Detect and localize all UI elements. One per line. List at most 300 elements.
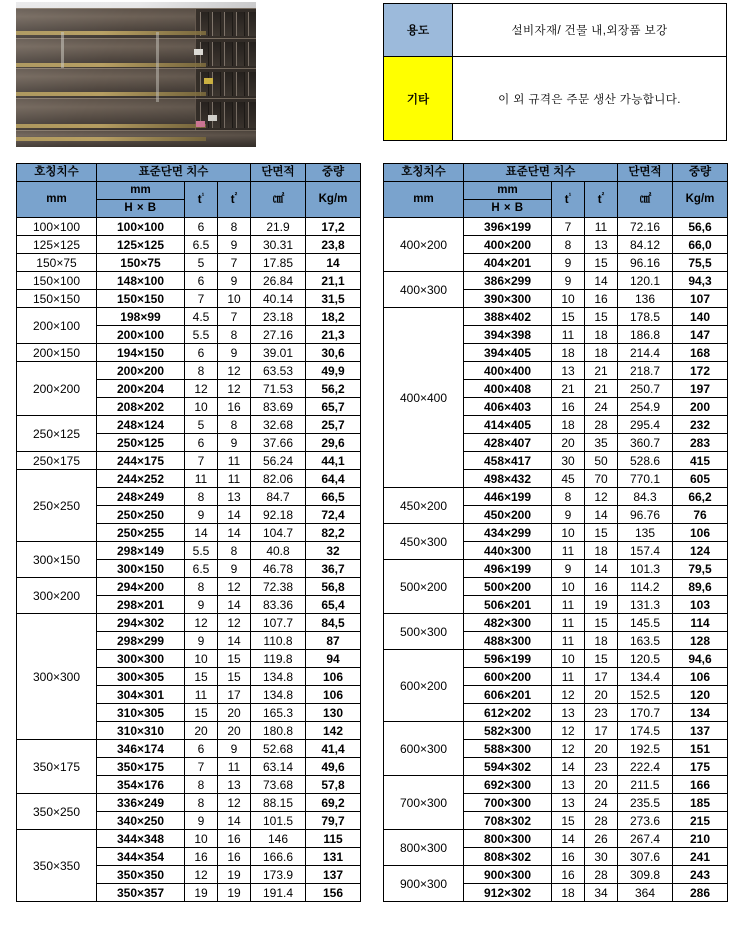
cell-standard-dimension: 294×200 bbox=[97, 578, 185, 596]
cell-unit-weight: 89,6 bbox=[673, 578, 728, 596]
cell-standard-dimension: 506×201 bbox=[464, 596, 552, 614]
cell-nominal-size: 300×200 bbox=[17, 578, 97, 614]
cell-section-area: 152.5 bbox=[618, 686, 673, 704]
cell-section-area: 218.7 bbox=[618, 362, 673, 380]
cell-t2: 15 bbox=[585, 524, 618, 542]
cell-standard-dimension: 336×249 bbox=[97, 794, 185, 812]
cell-standard-dimension: 298×201 bbox=[97, 596, 185, 614]
cell-nominal-size: 800×300 bbox=[384, 830, 464, 866]
cell-t2: 11 bbox=[585, 218, 618, 236]
cell-unit-weight: 232 bbox=[673, 416, 728, 434]
cell-standard-dimension: 446×199 bbox=[464, 488, 552, 506]
cell-unit-weight: 56,8 bbox=[306, 578, 361, 596]
cell-standard-dimension: 692×300 bbox=[464, 776, 552, 794]
cell-t1: 8 bbox=[552, 488, 585, 506]
cell-t2: 19 bbox=[218, 884, 251, 902]
table-row bbox=[384, 830, 728, 848]
cell-section-area: 71.53 bbox=[251, 380, 306, 398]
cell-unit-weight: 106 bbox=[673, 524, 728, 542]
cell-standard-dimension: 350×357 bbox=[97, 884, 185, 902]
cell-standard-dimension: 100×100 bbox=[97, 218, 185, 236]
cell-standard-dimension: 400×408 bbox=[464, 380, 552, 398]
table-row bbox=[17, 344, 361, 362]
cell-t1: 14 bbox=[185, 524, 218, 542]
cell-t2: 13 bbox=[218, 776, 251, 794]
table-row bbox=[17, 416, 361, 434]
cell-unit-weight: 32 bbox=[306, 542, 361, 560]
cell-t2: 28 bbox=[585, 416, 618, 434]
cell-section-area: 83.36 bbox=[251, 596, 306, 614]
cell-t2: 17 bbox=[585, 722, 618, 740]
cell-section-area: 73.68 bbox=[251, 776, 306, 794]
cell-t1: 14 bbox=[552, 758, 585, 776]
cell-section-area: 37.66 bbox=[251, 434, 306, 452]
cell-unit-weight: 286 bbox=[673, 884, 728, 902]
cell-unit-weight: 25,7 bbox=[306, 416, 361, 434]
cell-t1: 13 bbox=[552, 704, 585, 722]
cell-t1: 12 bbox=[185, 866, 218, 884]
cell-t1: 18 bbox=[552, 416, 585, 434]
cell-t1: 19 bbox=[185, 884, 218, 902]
cell-unit-weight: 124 bbox=[673, 542, 728, 560]
table-row bbox=[17, 740, 361, 758]
cell-standard-dimension: 388×402 bbox=[464, 308, 552, 326]
cell-standard-dimension: 808×302 bbox=[464, 848, 552, 866]
cell-standard-dimension: 208×202 bbox=[97, 398, 185, 416]
cell-t1: 16 bbox=[552, 848, 585, 866]
table-row bbox=[17, 542, 361, 560]
table-row bbox=[384, 560, 728, 578]
cell-section-area: 191.4 bbox=[251, 884, 306, 902]
cell-t1: 18 bbox=[552, 344, 585, 362]
table-row bbox=[17, 236, 361, 254]
cell-unit-weight: 56,2 bbox=[306, 380, 361, 398]
cell-unit-weight: 23,8 bbox=[306, 236, 361, 254]
cell-t1: 11 bbox=[185, 470, 218, 488]
cell-nominal-size: 350×250 bbox=[17, 794, 97, 830]
table-row bbox=[17, 290, 361, 308]
cell-standard-dimension: 250×250 bbox=[97, 506, 185, 524]
cell-unit-weight: 175 bbox=[673, 758, 728, 776]
cell-t2: 28 bbox=[585, 812, 618, 830]
cell-t1: 13 bbox=[552, 362, 585, 380]
cell-t2: 18 bbox=[585, 326, 618, 344]
cell-nominal-size: 250×175 bbox=[17, 452, 97, 470]
header-unit-standard-mm: mm bbox=[464, 182, 552, 200]
cell-nominal-size: 500×200 bbox=[384, 560, 464, 614]
cell-t1: 18 bbox=[552, 884, 585, 902]
cell-nominal-size: 300×150 bbox=[17, 542, 97, 578]
cell-standard-dimension: 612×202 bbox=[464, 704, 552, 722]
cell-t1: 15 bbox=[185, 704, 218, 722]
cell-standard-dimension: 244×175 bbox=[97, 452, 185, 470]
cell-unit-weight: 36,7 bbox=[306, 560, 361, 578]
cell-section-area: 63.53 bbox=[251, 362, 306, 380]
cell-t1: 11 bbox=[552, 614, 585, 632]
cell-t1: 45 bbox=[552, 470, 585, 488]
cell-unit-weight: 137 bbox=[673, 722, 728, 740]
cell-unit-weight: 243 bbox=[673, 866, 728, 884]
info-label-etc: 기타 bbox=[384, 57, 453, 141]
cell-section-area: 72.16 bbox=[618, 218, 673, 236]
cell-standard-dimension: 354×176 bbox=[97, 776, 185, 794]
cell-t2: 12 bbox=[218, 614, 251, 632]
cell-t1: 15 bbox=[185, 668, 218, 686]
cell-section-area: 170.7 bbox=[618, 704, 673, 722]
cell-t1: 16 bbox=[552, 398, 585, 416]
cell-section-area: 96.76 bbox=[618, 506, 673, 524]
cell-section-area: 83.69 bbox=[251, 398, 306, 416]
cell-t1: 20 bbox=[185, 722, 218, 740]
header-unit-nominal-mm: mm bbox=[17, 182, 97, 218]
table-row bbox=[384, 866, 728, 884]
cell-t1: 12 bbox=[552, 740, 585, 758]
cell-standard-dimension: 434×299 bbox=[464, 524, 552, 542]
cell-t2: 14 bbox=[585, 560, 618, 578]
cell-unit-weight: 31,5 bbox=[306, 290, 361, 308]
info-row-etc bbox=[384, 57, 727, 141]
cell-t2: 8 bbox=[218, 218, 251, 236]
spec-header-right bbox=[384, 164, 728, 218]
cell-t2: 24 bbox=[585, 794, 618, 812]
cell-section-area: 180.8 bbox=[251, 722, 306, 740]
cell-section-area: 30.31 bbox=[251, 236, 306, 254]
cell-t2: 14 bbox=[218, 506, 251, 524]
cell-standard-dimension: 298×299 bbox=[97, 632, 185, 650]
cell-t2: 15 bbox=[585, 308, 618, 326]
cell-t1: 6 bbox=[185, 272, 218, 290]
cell-nominal-size: 450×200 bbox=[384, 488, 464, 524]
cell-standard-dimension: 340×250 bbox=[97, 812, 185, 830]
cell-t1: 11 bbox=[552, 668, 585, 686]
cell-t1: 15 bbox=[552, 812, 585, 830]
cell-t1: 9 bbox=[552, 560, 585, 578]
table-row bbox=[17, 830, 361, 848]
cell-t1: 6 bbox=[185, 740, 218, 758]
cell-unit-weight: 66,2 bbox=[673, 488, 728, 506]
cell-unit-weight: 30,6 bbox=[306, 344, 361, 362]
cell-section-area: 134.8 bbox=[251, 668, 306, 686]
cell-t1: 20 bbox=[552, 434, 585, 452]
cell-t2: 28 bbox=[585, 866, 618, 884]
header-unit-t2: $t^{^2}$ bbox=[218, 182, 251, 218]
cell-nominal-size: 350×350 bbox=[17, 830, 97, 902]
cell-standard-dimension: 606×201 bbox=[464, 686, 552, 704]
cell-section-area: 39.01 bbox=[251, 344, 306, 362]
cell-unit-weight: 147 bbox=[673, 326, 728, 344]
cell-unit-weight: 151 bbox=[673, 740, 728, 758]
cell-unit-weight: 64,4 bbox=[306, 470, 361, 488]
cell-unit-weight: 140 bbox=[673, 308, 728, 326]
cell-t2: 20 bbox=[218, 722, 251, 740]
cell-standard-dimension: 482×300 bbox=[464, 614, 552, 632]
cell-t2: 7 bbox=[218, 254, 251, 272]
cell-section-area: 295.4 bbox=[618, 416, 673, 434]
cell-unit-weight: 75,5 bbox=[673, 254, 728, 272]
cell-section-area: 211.5 bbox=[618, 776, 673, 794]
cell-t2: 9 bbox=[218, 272, 251, 290]
cell-section-area: 235.5 bbox=[618, 794, 673, 812]
cell-standard-dimension: 450×200 bbox=[464, 506, 552, 524]
cell-standard-dimension: 125×125 bbox=[97, 236, 185, 254]
cell-section-area: 165.3 bbox=[251, 704, 306, 722]
header-unit-standard-hb: H × B bbox=[97, 200, 185, 218]
cell-standard-dimension: 414×405 bbox=[464, 416, 552, 434]
cell-unit-weight: 18,2 bbox=[306, 308, 361, 326]
cell-unit-weight: 79,7 bbox=[306, 812, 361, 830]
cell-t2: 9 bbox=[218, 344, 251, 362]
cell-standard-dimension: 496×199 bbox=[464, 560, 552, 578]
cell-standard-dimension: 250×125 bbox=[97, 434, 185, 452]
cell-nominal-size: 250×125 bbox=[17, 416, 97, 452]
spec-header-row-groups bbox=[384, 164, 728, 182]
cell-standard-dimension: 300×300 bbox=[97, 650, 185, 668]
cell-standard-dimension: 200×204 bbox=[97, 380, 185, 398]
cell-t1: 6 bbox=[185, 434, 218, 452]
table-row bbox=[384, 650, 728, 668]
cell-t2: 21 bbox=[585, 362, 618, 380]
cell-unit-weight: 65,7 bbox=[306, 398, 361, 416]
header-unit-area: ㎠ bbox=[251, 182, 306, 218]
cell-t1: 8 bbox=[185, 794, 218, 812]
cell-t1: 8 bbox=[185, 776, 218, 794]
spec-header-row-units bbox=[17, 182, 361, 200]
cell-t1: 7 bbox=[185, 290, 218, 308]
cell-section-area: 145.5 bbox=[618, 614, 673, 632]
cell-t2: 15 bbox=[218, 668, 251, 686]
cell-nominal-size: 450×300 bbox=[384, 524, 464, 560]
cell-section-area: 267.4 bbox=[618, 830, 673, 848]
cell-unit-weight: 415 bbox=[673, 452, 728, 470]
cell-standard-dimension: 600×200 bbox=[464, 668, 552, 686]
cell-standard-dimension: 588×300 bbox=[464, 740, 552, 758]
cell-section-area: 40.14 bbox=[251, 290, 306, 308]
cell-standard-dimension: 386×299 bbox=[464, 272, 552, 290]
cell-unit-weight: 131 bbox=[306, 848, 361, 866]
cell-t2: 12 bbox=[218, 362, 251, 380]
cell-section-area: 360.7 bbox=[618, 434, 673, 452]
cell-unit-weight: 197 bbox=[673, 380, 728, 398]
cell-t2: 7 bbox=[218, 308, 251, 326]
cell-standard-dimension: 708×302 bbox=[464, 812, 552, 830]
cell-t1: 10 bbox=[552, 290, 585, 308]
info-value-etc: 이 외 규격은 주문 생산 가능합니다. bbox=[453, 57, 727, 141]
header-area: 단면적 bbox=[618, 164, 673, 182]
cell-standard-dimension: 298×149 bbox=[97, 542, 185, 560]
cell-t2: 20 bbox=[218, 704, 251, 722]
cell-section-area: 157.4 bbox=[618, 542, 673, 560]
table-row bbox=[17, 794, 361, 812]
cell-unit-weight: 66,5 bbox=[306, 488, 361, 506]
cell-standard-dimension: 596×199 bbox=[464, 650, 552, 668]
table-row bbox=[384, 218, 728, 236]
cell-unit-weight: 87 bbox=[306, 632, 361, 650]
cell-section-area: 32.68 bbox=[251, 416, 306, 434]
cell-standard-dimension: 582×300 bbox=[464, 722, 552, 740]
cell-standard-dimension: 248×124 bbox=[97, 416, 185, 434]
cell-t2: 17 bbox=[585, 668, 618, 686]
cell-t1: 11 bbox=[552, 542, 585, 560]
cell-t2: 16 bbox=[218, 398, 251, 416]
right-spec-table-wrapper bbox=[383, 163, 728, 902]
header-unit-t2: $t^{^2}$ bbox=[585, 182, 618, 218]
cell-unit-weight: 106 bbox=[673, 668, 728, 686]
cell-section-area: 178.5 bbox=[618, 308, 673, 326]
spec-body-left bbox=[17, 218, 361, 902]
cell-t1: 12 bbox=[185, 614, 218, 632]
cell-t2: 13 bbox=[218, 488, 251, 506]
header-standard: 표준단면 치수 bbox=[97, 164, 251, 182]
cell-unit-weight: 56,6 bbox=[673, 218, 728, 236]
cell-unit-weight: 79,5 bbox=[673, 560, 728, 578]
cell-t2: 24 bbox=[585, 398, 618, 416]
cell-t1: 12 bbox=[552, 722, 585, 740]
cell-nominal-size: 200×150 bbox=[17, 344, 97, 362]
cell-standard-dimension: 310×310 bbox=[97, 722, 185, 740]
cell-unit-weight: 128 bbox=[673, 632, 728, 650]
table-row bbox=[384, 308, 728, 326]
table-row bbox=[17, 470, 361, 488]
cell-t2: 16 bbox=[585, 290, 618, 308]
cell-standard-dimension: 400×400 bbox=[464, 362, 552, 380]
cell-t2: 12 bbox=[585, 488, 618, 506]
cell-standard-dimension: 394×405 bbox=[464, 344, 552, 362]
cell-unit-weight: 57,8 bbox=[306, 776, 361, 794]
cell-t1: 14 bbox=[552, 830, 585, 848]
cell-section-area: 254.9 bbox=[618, 398, 673, 416]
header-unit-nominal-mm: mm bbox=[384, 182, 464, 218]
table-row bbox=[17, 272, 361, 290]
cell-section-area: 63.14 bbox=[251, 758, 306, 776]
cell-section-area: 163.5 bbox=[618, 632, 673, 650]
cell-t1: 9 bbox=[185, 596, 218, 614]
cell-t1: 30 bbox=[552, 452, 585, 470]
cell-standard-dimension: 396×199 bbox=[464, 218, 552, 236]
cell-section-area: 104.7 bbox=[251, 524, 306, 542]
cell-standard-dimension: 304×301 bbox=[97, 686, 185, 704]
cell-standard-dimension: 346×174 bbox=[97, 740, 185, 758]
cell-t2: 15 bbox=[585, 614, 618, 632]
cell-nominal-size: 600×200 bbox=[384, 650, 464, 722]
cell-nominal-size: 200×100 bbox=[17, 308, 97, 344]
cell-unit-weight: 215 bbox=[673, 812, 728, 830]
cell-t1: 5.5 bbox=[185, 542, 218, 560]
cell-t1: 9 bbox=[185, 812, 218, 830]
cell-t1: 16 bbox=[185, 848, 218, 866]
cell-t1: 8 bbox=[185, 362, 218, 380]
header-unit-standard-mm: mm bbox=[97, 182, 185, 200]
cell-t2: 19 bbox=[585, 596, 618, 614]
info-row-use bbox=[384, 4, 727, 57]
cell-standard-dimension: 194×150 bbox=[97, 344, 185, 362]
cell-section-area: 27.16 bbox=[251, 326, 306, 344]
cell-unit-weight: 114 bbox=[673, 614, 728, 632]
header-unit-weight: Kg/m bbox=[306, 182, 361, 218]
cell-standard-dimension: 150×150 bbox=[97, 290, 185, 308]
cell-unit-weight: 72,4 bbox=[306, 506, 361, 524]
cell-section-area: 107.7 bbox=[251, 614, 306, 632]
cell-t1: 5.5 bbox=[185, 326, 218, 344]
cell-nominal-size: 500×300 bbox=[384, 614, 464, 650]
cell-t1: 6 bbox=[185, 218, 218, 236]
cell-t2: 15 bbox=[585, 254, 618, 272]
cell-nominal-size: 150×75 bbox=[17, 254, 97, 272]
cell-nominal-size: 350×175 bbox=[17, 740, 97, 794]
cell-section-area: 131.3 bbox=[618, 596, 673, 614]
table-row bbox=[17, 254, 361, 272]
header-nominal: 호칭치수 bbox=[384, 164, 464, 182]
cell-t2: 34 bbox=[585, 884, 618, 902]
cell-unit-weight: 103 bbox=[673, 596, 728, 614]
cell-unit-weight: 200 bbox=[673, 398, 728, 416]
cell-unit-weight: 241 bbox=[673, 848, 728, 866]
header-unit-weight: Kg/m bbox=[673, 182, 728, 218]
spec-header-left bbox=[17, 164, 361, 218]
cell-t2: 13 bbox=[585, 236, 618, 254]
cell-t2: 14 bbox=[218, 632, 251, 650]
cell-section-area: 72.38 bbox=[251, 578, 306, 596]
cell-t1: 9 bbox=[185, 506, 218, 524]
cell-section-area: 528.6 bbox=[618, 452, 673, 470]
cell-section-area: 120.5 bbox=[618, 650, 673, 668]
cell-nominal-size: 250×250 bbox=[17, 470, 97, 542]
cell-t2: 18 bbox=[585, 632, 618, 650]
cell-section-area: 17.85 bbox=[251, 254, 306, 272]
cell-unit-weight: 137 bbox=[306, 866, 361, 884]
cell-t2: 16 bbox=[585, 578, 618, 596]
cell-t1: 11 bbox=[552, 326, 585, 344]
cell-unit-weight: 21,3 bbox=[306, 326, 361, 344]
cell-standard-dimension: 800×300 bbox=[464, 830, 552, 848]
cell-nominal-size: 150×100 bbox=[17, 272, 97, 290]
cell-t2: 50 bbox=[585, 452, 618, 470]
cell-standard-dimension: 404×201 bbox=[464, 254, 552, 272]
cell-t1: 5 bbox=[185, 254, 218, 272]
cell-t2: 20 bbox=[585, 740, 618, 758]
cell-t1: 12 bbox=[552, 686, 585, 704]
cell-t2: 11 bbox=[218, 470, 251, 488]
cell-unit-weight: 130 bbox=[306, 704, 361, 722]
cell-t1: 11 bbox=[552, 632, 585, 650]
photo-beam-stack bbox=[16, 2, 256, 147]
cell-section-area: 119.8 bbox=[251, 650, 306, 668]
cell-t2: 23 bbox=[585, 704, 618, 722]
cell-t1: 13 bbox=[552, 776, 585, 794]
cell-t2: 20 bbox=[585, 686, 618, 704]
cell-unit-weight: 283 bbox=[673, 434, 728, 452]
table-row bbox=[384, 272, 728, 290]
cell-section-area: 114.2 bbox=[618, 578, 673, 596]
cell-unit-weight: 69,2 bbox=[306, 794, 361, 812]
table-row bbox=[17, 578, 361, 596]
cell-t1: 10 bbox=[185, 830, 218, 848]
cell-nominal-size: 900×300 bbox=[384, 866, 464, 902]
cell-section-area: 120.1 bbox=[618, 272, 673, 290]
cell-standard-dimension: 300×305 bbox=[97, 668, 185, 686]
cell-section-area: 135 bbox=[618, 524, 673, 542]
cell-section-area: 46.78 bbox=[251, 560, 306, 578]
header-unit-standard-hb: H × B bbox=[464, 200, 552, 218]
cell-unit-weight: 94,6 bbox=[673, 650, 728, 668]
cell-section-area: 84.7 bbox=[251, 488, 306, 506]
cell-unit-weight: 172 bbox=[673, 362, 728, 380]
table-row bbox=[17, 362, 361, 380]
cell-unit-weight: 29,6 bbox=[306, 434, 361, 452]
cell-unit-weight: 115 bbox=[306, 830, 361, 848]
table-row bbox=[17, 308, 361, 326]
spec-header-row-units bbox=[384, 182, 728, 200]
cell-unit-weight: 76 bbox=[673, 506, 728, 524]
